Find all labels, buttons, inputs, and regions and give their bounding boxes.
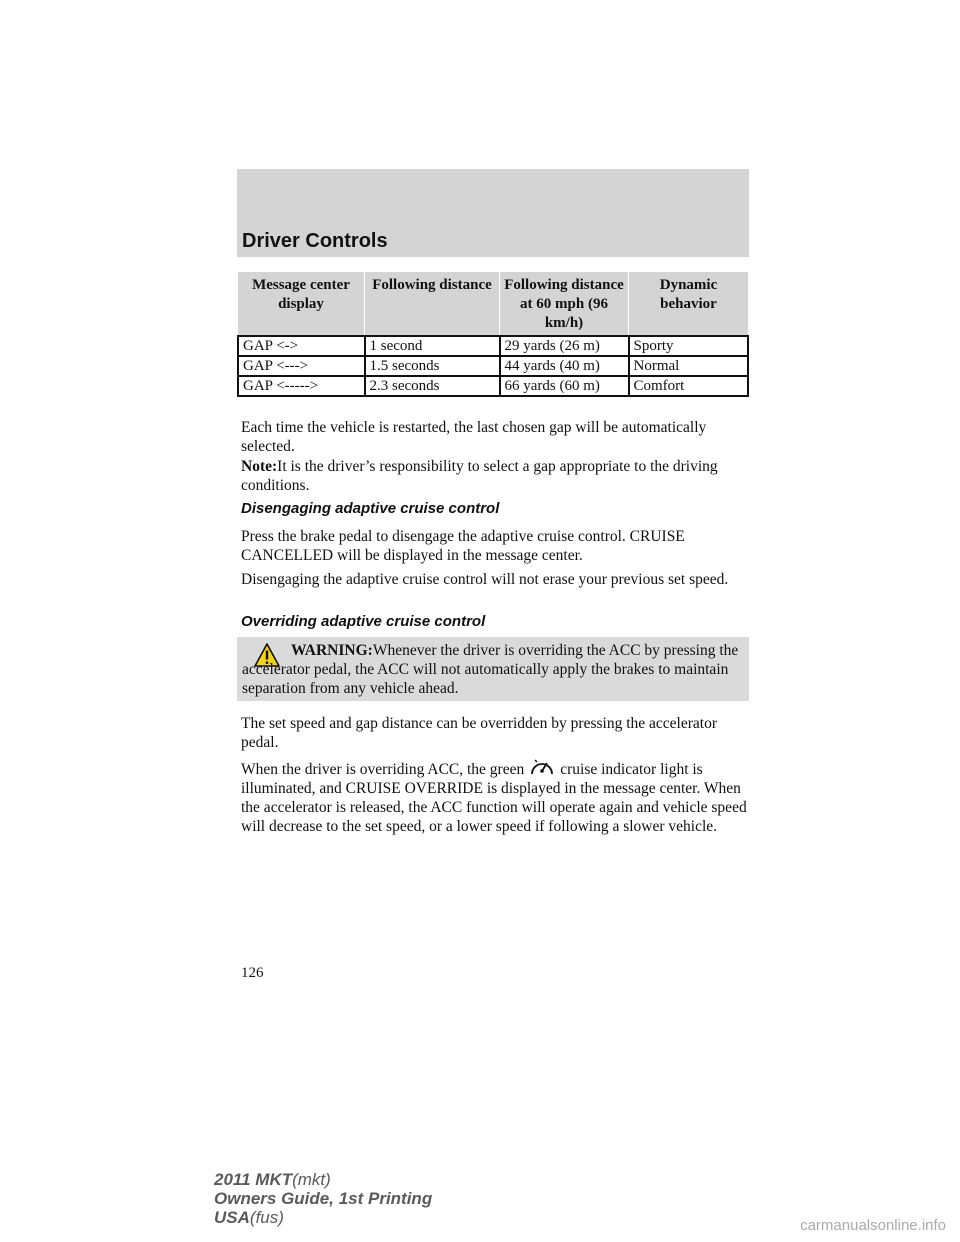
indicator-text-before: When the driver is overriding ACC, the green [241, 761, 525, 778]
table-cell: 1.5 seconds [365, 356, 500, 376]
column-header: Dynamic behavior [629, 272, 749, 336]
warning-text [242, 641, 742, 698]
section-header [237, 169, 749, 257]
section-title: Driver Controls [242, 230, 388, 252]
table-cell: GAP <---> [238, 356, 365, 376]
table-row [238, 376, 748, 396]
column-header: Following distance at 60 mph (96 km/h) [500, 272, 629, 336]
table-cell: 44 yards (40 m) [500, 356, 629, 376]
warning-body: Whenever the driver is overriding the ACC by pressing the accelerator pedal, the ACC will not automatically apply the brakes to maintain separation from any vehicle ahead. [242, 642, 739, 697]
indicator-paragraph [241, 757, 751, 836]
page-number: 126 [241, 965, 264, 981]
table-cell: 66 yards (60 m) [500, 376, 629, 396]
watermark: carmanualsonline.info [800, 1217, 946, 1234]
footer-edition: Owners Guide, 1st Printing [214, 1189, 433, 1208]
warning-label: WARNING: [291, 642, 373, 659]
table-cell: 1 second [365, 336, 500, 356]
disengaging-heading: Disengaging adaptive cruise control [241, 500, 500, 517]
print-footer [214, 1170, 432, 1227]
gap-table [237, 272, 749, 397]
indicator-text-after: cruise indicator light is illuminated, and CRUISE OVERRIDE is displayed in the message center. When the accelerator is released, the ACC function will operate again and vehicle speed will decrease to the set speed, or a lower speed if following a slower vehicle. [241, 761, 747, 835]
table-cell: Comfort [629, 376, 749, 396]
erase-paragraph: Disengaging the adaptive cruise control will not erase your previous set speed. [241, 571, 729, 588]
table-cell: 2.3 seconds [365, 376, 500, 396]
footer-model: 2011 MKT [214, 1170, 293, 1189]
note-paragraph [241, 457, 751, 495]
footer-market: USA [214, 1208, 250, 1227]
table-cell: GAP <-----> [238, 376, 365, 396]
cruise-indicator-icon [528, 757, 556, 777]
note-text: It is the driver’s responsibility to select a gap appropriate to the driving conditions. [241, 458, 718, 494]
restart-paragraph: Each time the vehicle is restarted, the last chosen gap will be automatically selected. [241, 419, 707, 455]
footer-model-code: (mkt) [292, 1170, 331, 1189]
override-paragraph: The set speed and gap distance can be overridden by pressing the accelerator pedal. [241, 715, 717, 751]
table-row [238, 356, 748, 376]
disengage-paragraph: Press the brake pedal to disengage the adaptive cruise control. CRUISE CANCELLED will be displayed in the message center. [241, 528, 685, 564]
table-header-row [238, 272, 748, 336]
note-label: Note: [241, 458, 278, 475]
column-header: Message center display [238, 272, 365, 336]
table-cell: GAP <-> [238, 336, 365, 356]
overriding-heading: Overriding adaptive cruise control [241, 613, 486, 630]
footer-market-code: (fus) [249, 1208, 284, 1227]
warning-box [237, 637, 749, 701]
table-row [238, 336, 748, 356]
table-cell: Normal [629, 356, 749, 376]
column-header: Following distance [365, 272, 500, 336]
table-cell: 29 yards (26 m) [500, 336, 629, 356]
table-cell: Sporty [629, 336, 749, 356]
